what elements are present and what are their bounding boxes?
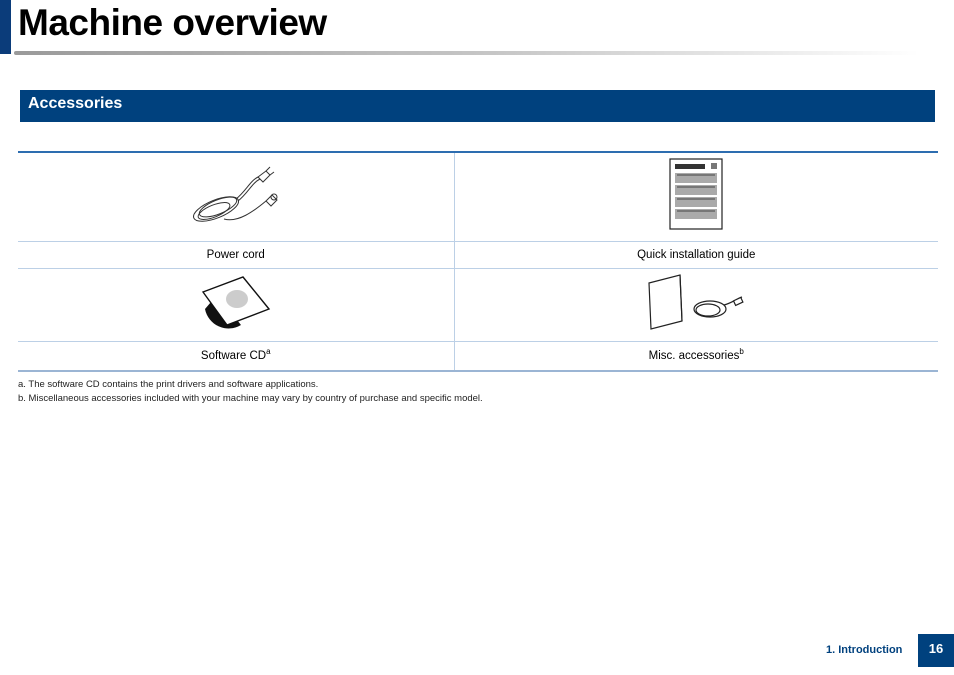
footnote-marker: b — [739, 346, 744, 356]
table-row — [18, 341, 938, 371]
quick-guide-cell — [454, 152, 938, 241]
accessory-label: Misc. accessories$^b$ — [454, 341, 938, 371]
footnotes — [18, 378, 483, 406]
power-cord-icon — [188, 163, 284, 225]
title-accent-bar — [0, 0, 11, 54]
software-cd-cell — [18, 268, 454, 341]
table-row — [18, 241, 938, 268]
accessory-label: Software $CD^a$ — [18, 341, 454, 371]
title-divider — [14, 51, 919, 55]
misc-accessories-icon — [646, 273, 746, 331]
chapter-link[interactable]: 1. Introduction — [826, 644, 903, 656]
misc-accessories-cell — [454, 268, 938, 341]
table-row — [18, 152, 938, 241]
section-title: Accessories — [28, 95, 123, 112]
footnote-marker: a — [266, 346, 271, 356]
power-cord-cell — [18, 152, 454, 241]
page-title: Machine overview — [18, 2, 327, 43]
accessories-table — [18, 151, 938, 372]
quick-guide-icon — [669, 158, 723, 230]
accessory-label: Power cord — [18, 241, 454, 268]
footnote: a. The software CD contains the print drivers and software applications. — [18, 379, 319, 390]
accessory-label: Quick installation guide — [454, 241, 938, 268]
footnote: b. Miscellaneous accessories included with your machine may vary by country of purchase and specific model. — [18, 393, 483, 404]
software-cd-icon — [201, 275, 271, 329]
table-row — [18, 268, 938, 341]
page-number: 16 — [918, 634, 954, 667]
section-header — [20, 90, 935, 122]
